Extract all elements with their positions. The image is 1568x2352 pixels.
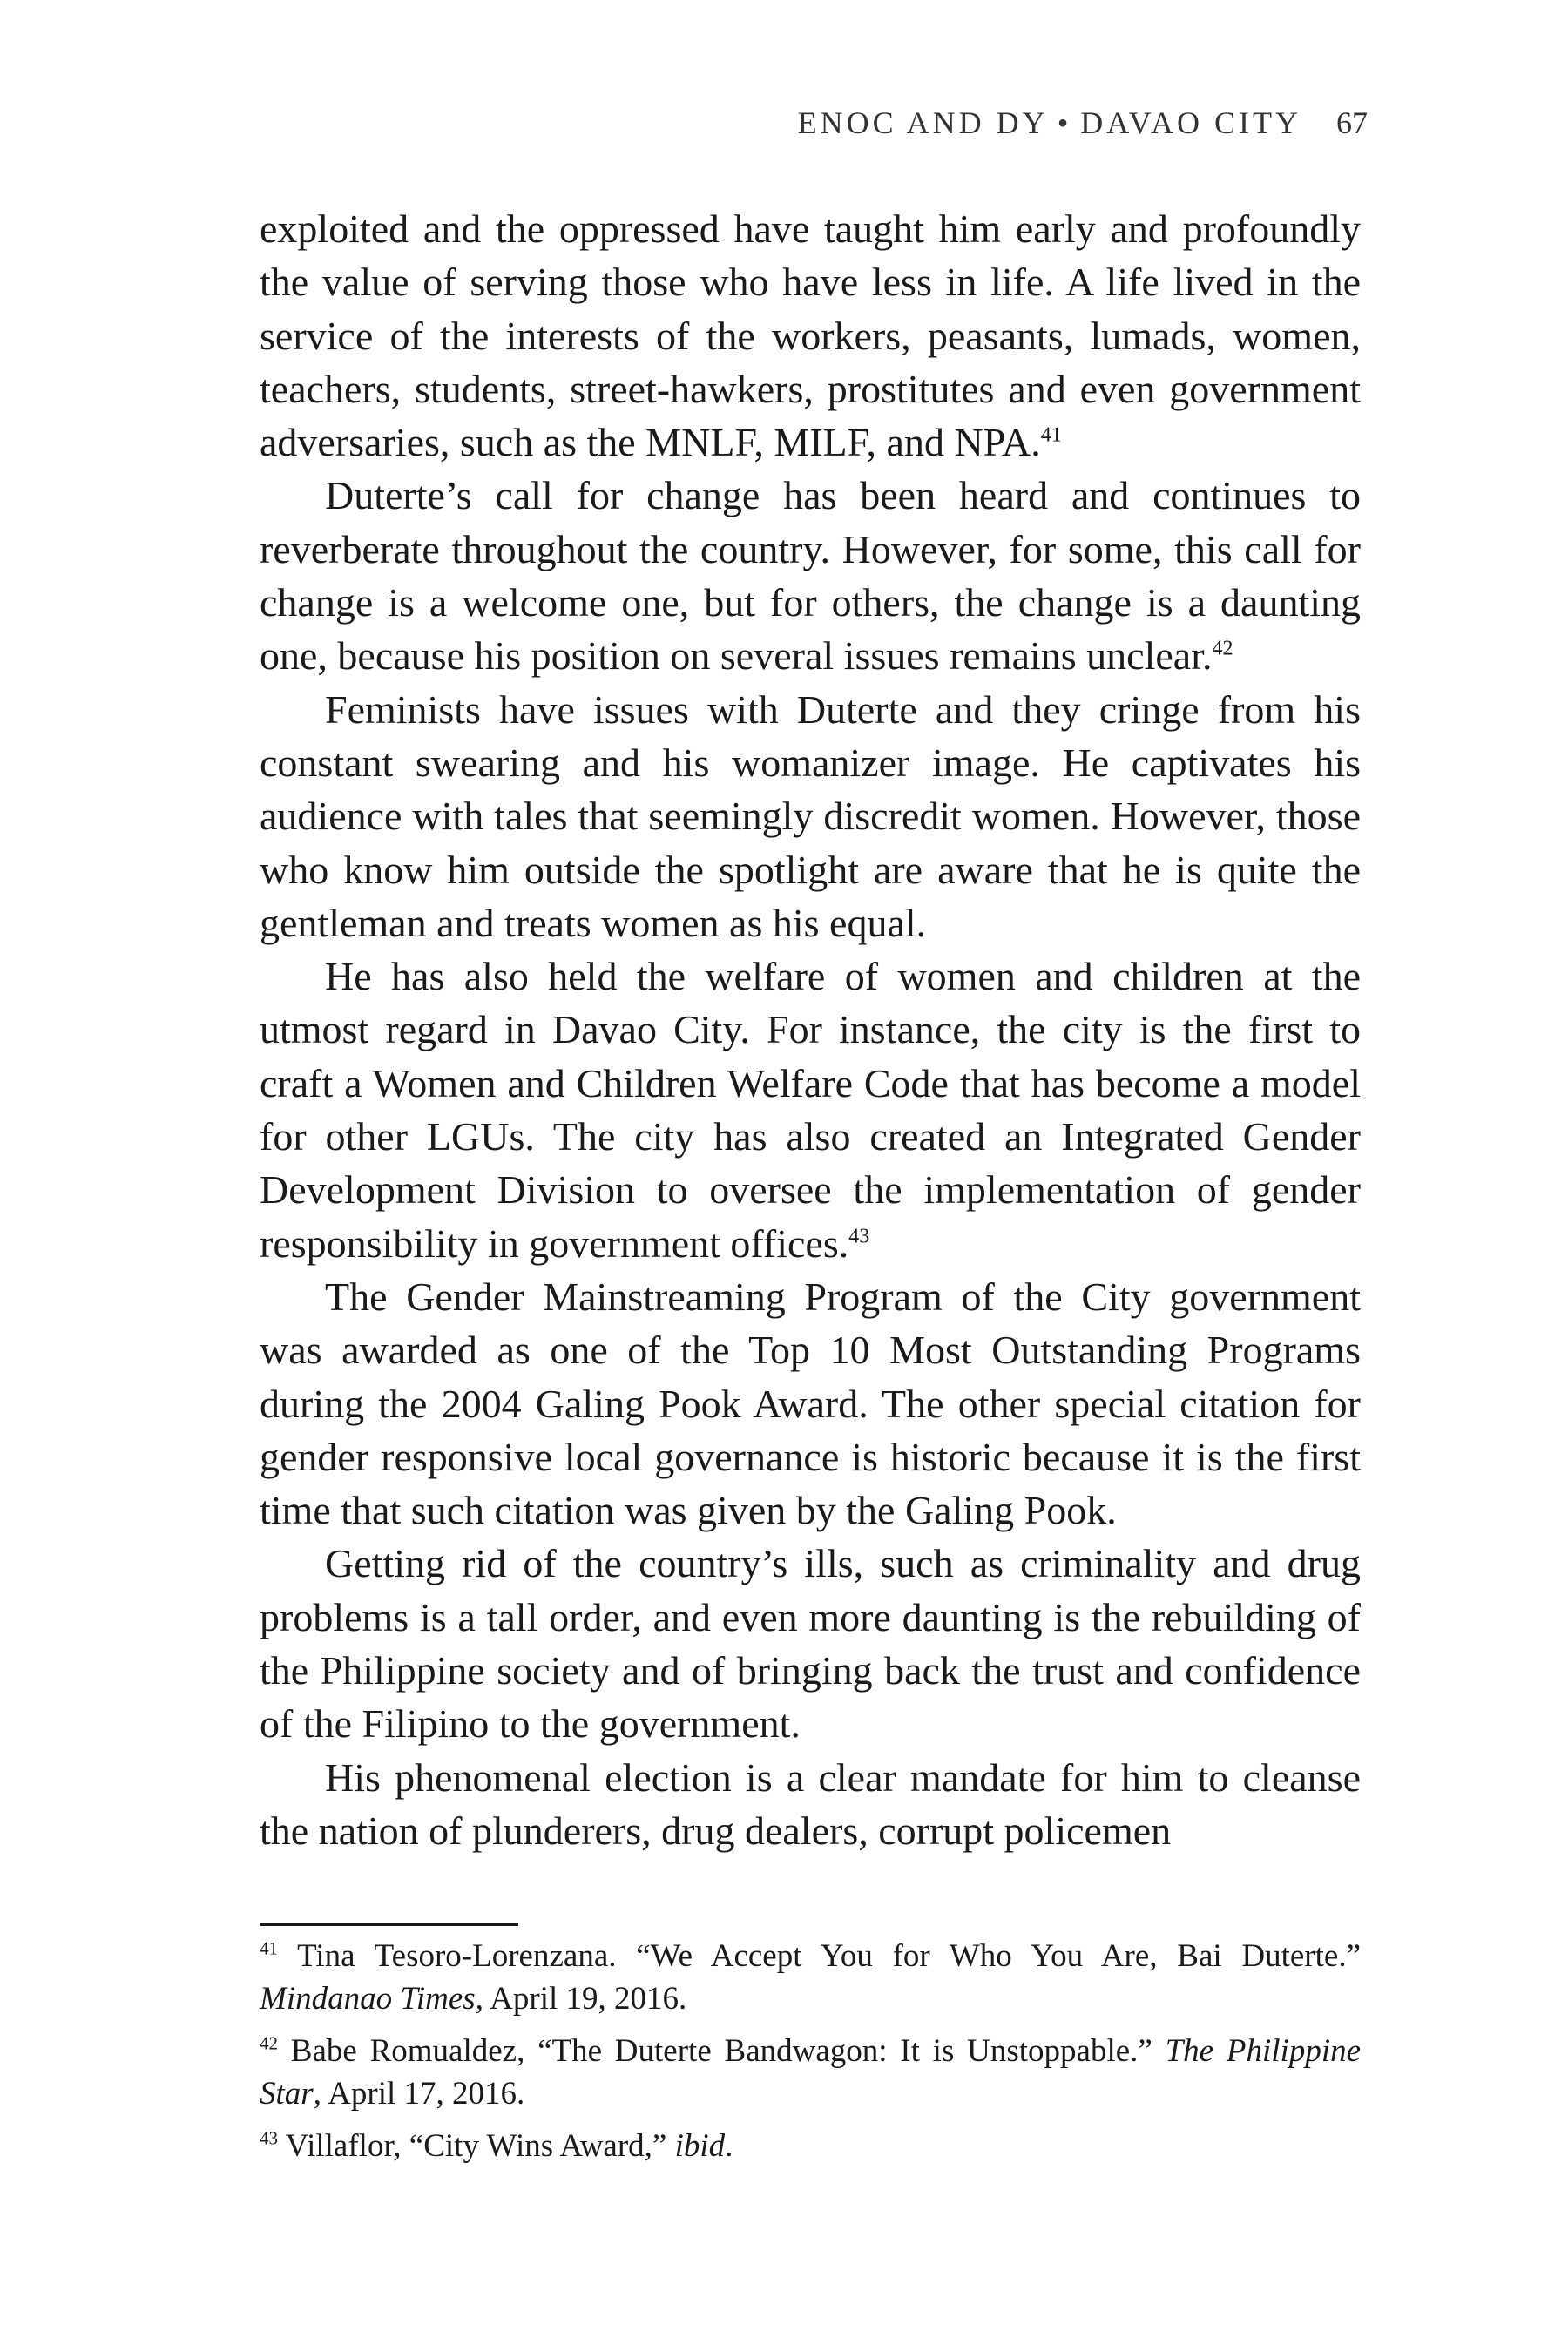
footnote-source: Mindanao Times: [260, 1980, 476, 2017]
paragraph: Duterte’s call for change has been heard and continues to reverberate throughout the country. However, for some, this call for change is a welcome one, but for others, the change is a daunting one, because his position on several issues remains unclear.$^{42}$: [260, 473, 1361, 679]
paragraph: The Gender Mainstreaming Program of the City government was awarded as one of the Top 10 Most Outstanding Programs during the 2004 Galing Pook Award. The other special citation for gender responsive local governance is historic because it is the first time that such citation was given by the Galing Pook.: [260, 1274, 1361, 1533]
footnote: $^{43}$ Villaflor, “City Wins Award,” ibid.: [260, 2127, 733, 2164]
paragraph: Feminists have issues with Duterte and they cringe from his constant swearing and his womanizer image. He captivates his audience with tales that seemingly discredit women. However, those who know him outside the spotlight are aware that he is quite the gentleman and treats women as his equal.: [260, 686, 1361, 945]
header-chapter: DAVAO CITY: [1080, 105, 1301, 140]
footnote-source: The Philippine Star: [260, 2033, 1362, 2112]
paragraph: Getting rid of the country’s ills, such as criminality and drug problems is a tall order, and even more daunting is the rebuilding of the Philippine society and of bringing back the trust and confidence of the Filipino to the government.: [260, 1541, 1361, 1747]
footnote-ref[interactable]: 43: [848, 1225, 870, 1248]
page-number: 67: [1336, 105, 1368, 140]
paragraph: exploited and the oppressed have taught him early and profoundly the value of serving those who have less in life. A life lived in the service of the interests of the workers, peasants, lumads, women, teachers, students, street-hawkers, prostitutes and even government adversaries, such as the MNLF, MILF, and NPA.$^{41}$: [260, 206, 1361, 465]
paragraph: He has also held the welfare of women and children at the utmost regard in Davao City. For instance, the city is the first to craft a Women and Children Welfare Code that has become a model for other LGUs. The city has also created an Integrated Gender Development Division to oversee the implementation of gender responsibility in government offices.$^{43}$: [260, 954, 1361, 1266]
header-separator: •: [1057, 105, 1072, 140]
paragraph: His phenomenal election is a clear mandate for him to cleanse the nation of plunderers, drug dealers, corrupt policemen: [260, 1754, 1361, 1853]
body-text: [260, 202, 1361, 1857]
footnote-number: 42: [260, 2032, 278, 2054]
footnote-number: 43: [260, 2127, 278, 2149]
footnote-ref[interactable]: 41: [1040, 423, 1062, 447]
header-authors: ENOC AND DY: [797, 105, 1049, 140]
footnote-ref[interactable]: 42: [1212, 638, 1233, 661]
footnote-divider: [260, 1923, 518, 1926]
footnote-source: ibid: [674, 2128, 726, 2164]
running-head: [798, 105, 1368, 141]
footnote-number: 41: [260, 1937, 278, 1959]
footnotes: [260, 1936, 1361, 2179]
footnote: $^{41}$ Tina Tesoro-Lorenzana. “We Accept You for Who You Are, Bai Duterte.” Mindanao Times, April 19, 2016.: [260, 1937, 1361, 2017]
footnote: $^{42}$ Babe Romualdez, “The Duterte Bandwagon: It is Unstoppable.” The Philippine Star, April 17, 2016.: [260, 2032, 1362, 2112]
